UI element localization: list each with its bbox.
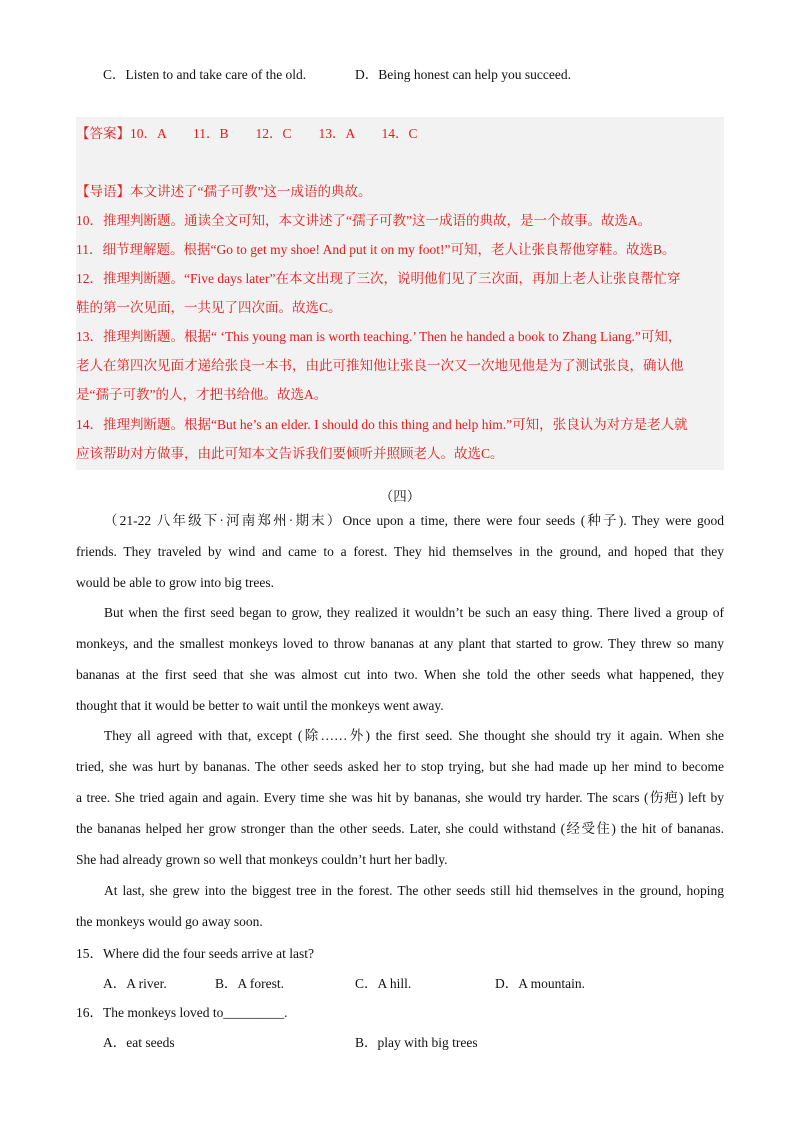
passage-line: a tree. She tried again and again. Every time she was hit by bananas, she would try harder. The scars (伤疤) left by — [76, 790, 724, 805]
question-15: 15．Where did the four seeds arrive at last? — [76, 946, 315, 961]
answer-guide: 【导语】本文讲述了“孺子可教”这一成语的典故。 — [76, 184, 372, 199]
section-title: （四） — [379, 489, 421, 504]
answer-explanation-box — [76, 117, 724, 470]
passage-line: monkeys, and the smallest monkeys loved to throw bananas at any plant that started to grow. They threw so many — [76, 636, 724, 651]
explanation-13-line2: 老人在第四次见面才递给张良一本书，由此可推知他让张良一次又一次地见他是为了测试张良，确认他 — [76, 358, 684, 373]
explanation-10: 10．推理判断题。通读全文可知，本文讲述了“孺子可教”这一成语的典故，是一个故事。故选A。 — [76, 213, 652, 228]
passage-line: would be able to grow into big trees. — [76, 575, 274, 590]
passage-line: the bananas helped her grow stronger than the other seeds. Later, she could withstand (经受住) the hit of bananas. — [76, 821, 724, 836]
passage-line: bananas at the first seed that she was almost cut into two. When she told the other seeds what happened, they — [76, 667, 724, 682]
passage-line: They all agreed with that, except (除……外) the first seed. She thought she should try it again. When she — [104, 728, 724, 743]
explanation-14-line2: 应该帮助对方做事，由此可知本文告诉我们要倾听并照顾老人。故选C。 — [76, 446, 504, 461]
passage-line: （21-22 八年级下·河南郑州·期末）Once upon a time, there were four seeds (种子). They were good — [104, 513, 724, 528]
explanation-14-line1: 14．推理判断题。根据“But he’s an elder. I should do this thing and help him.”可知，张良认为对方是老人就 — [76, 417, 688, 432]
passage-paragraph-3 — [76, 720, 724, 875]
passage-line: She had already grown so well that monkeys couldn’t hurt her badly. — [76, 852, 448, 867]
q15-option-d: D．A mountain. — [495, 976, 585, 991]
option-c: C．Listen to and take care of the old. — [103, 67, 307, 82]
passage-paragraph-4 — [76, 875, 724, 937]
answer-key: 【答案】10．A 11．B 12．C 13．A 14．C — [76, 126, 418, 141]
passage-line: tried, she was hurt by bananas. The other seeds asked her to stop trying, but she had made up her mind to become — [76, 759, 724, 774]
passage-line: thought that it would be better to wait until the monkeys went away. — [76, 698, 444, 713]
passage-line: the monkeys would go away soon. — [76, 914, 263, 929]
explanation-12-line1: 12．推理判断题。“Five days later”在本文出现了三次，说明他们见了三次面，再加上老人让张良帮忙穿 — [76, 271, 681, 286]
q15-option-a: A．A river. — [103, 976, 167, 991]
q15-option-b: B．A forest. — [215, 976, 284, 991]
q16-option-b: B．play with big trees — [355, 1035, 478, 1050]
passage-paragraph-1 — [76, 505, 724, 598]
q15-option-c: C．A hill. — [355, 976, 412, 991]
explanation-12-line2: 鞋的第一次见面，一共见了四次面。故选C。 — [76, 300, 342, 315]
explanation-13-line3: 是“孺子可教”的人，才把书给他。故选A。 — [76, 387, 328, 402]
question-16: 16．The monkeys loved to_________. — [76, 1005, 288, 1020]
q16-option-a: A．eat seeds — [103, 1035, 175, 1050]
passage-line: But when the first seed began to grow, they realized it wouldn’t be such an easy thing. There lived a group of — [104, 605, 724, 620]
passage-line: At last, she grew into the biggest tree in the forest. The other seeds still hid themselves in the ground, hoping — [104, 883, 724, 898]
passage-line: friends. They traveled by wind and came to a forest. They hid themselves in the ground, and hoped that they — [76, 544, 724, 559]
passage-paragraph-2 — [76, 597, 724, 721]
option-d: D．Being honest can help you succeed. — [355, 67, 571, 82]
explanation-13-line1: 13．推理判断题。根据“ ‘This young man is worth teaching.’ Then he handed a book to Zhang Liang.”可知， — [76, 329, 682, 344]
explanation-11: 11．细节理解题。根据“Go to get my shoe! And put it on my foot!”可知，老人让张良帮他穿鞋。故选B。 — [76, 242, 676, 257]
